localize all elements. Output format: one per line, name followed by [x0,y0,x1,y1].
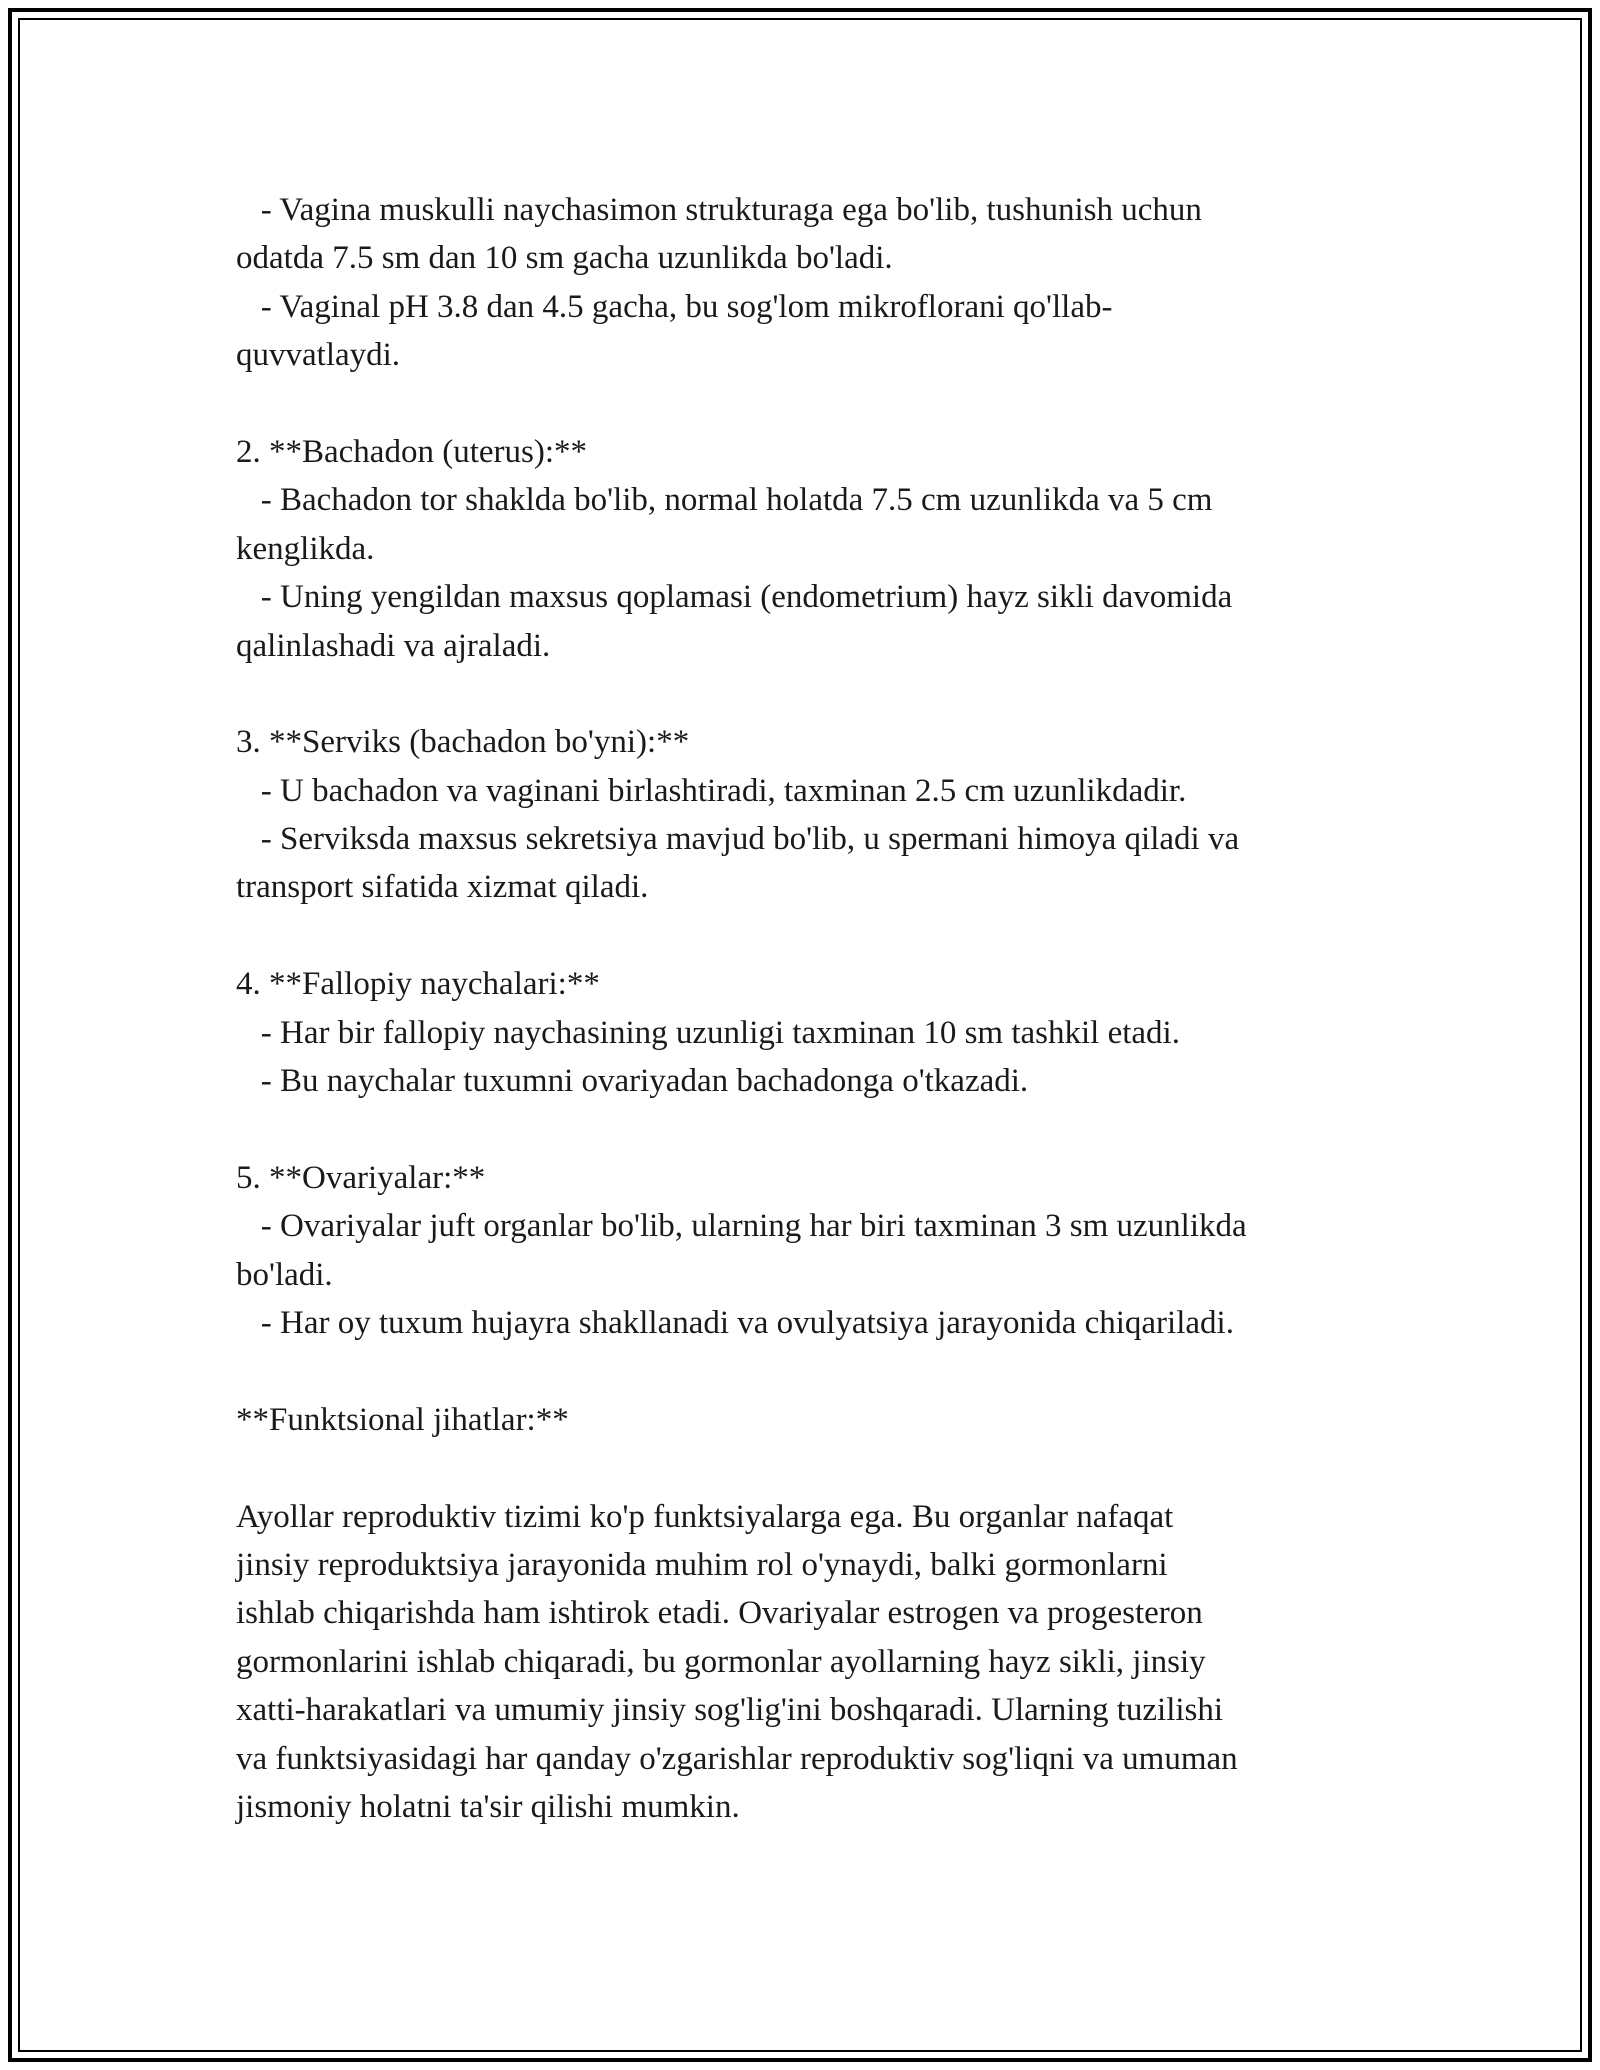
text-line: - Uning yengildan maxsus qoplamasi (endometrium) hayz sikli davomida [236,579,1233,616]
text-line: - Bu naychalar tuxumni ovariyadan bachadonga o'tkazadi. [236,1063,1029,1100]
paragraph-line: gormonlarini ishlab chiqaradi, bu gormonlar ayollarning hayz sikli, jinsiy [236,1643,1206,1680]
blank-line [236,912,1376,960]
text-line: - Har oy tuxum hujayra shakllanadi va ovulyatsiya jarayonida chiqariladi. [236,1304,1234,1341]
text-line: quvvatlaydi. [236,337,401,374]
text-line: - Vagina muskulli naychasimon strukturaga ega bo'lib, tushunish uchun [236,192,1202,228]
text-line: - Bachadon tor shaklda bo'lib, normal holatda 7.5 cm uzunlikda va 5 cm [236,482,1213,519]
paragraph-line: va funktsiyasidagi har qanday o'zgarishlar reproduktiv sog'liqni va umuman [236,1740,1238,1777]
section-heading-funktsional: **Funktsional jihatlar:** [236,1401,569,1438]
text-line: bo'ladi. [236,1256,333,1293]
text-line: - U bachadon va vaginani birlashtiradi, taxminan 2.5 cm uzunlikdadir. [236,772,1187,809]
text-line: - Har bir fallopiy naychasining uzunligi taxminan 10 sm tashkil etadi. [236,1014,1180,1051]
section-heading-serviks: 3. **Serviks (bachadon bo'yni):** [236,724,690,761]
section-heading-fallopiy: 4. **Fallopiy naychalari:** [236,966,600,1003]
paragraph-line: Ayollar reproduktiv tizimi ko'p funktsiyalarga ega. Bu organlar nafaqat [236,1498,1174,1535]
blank-line [236,1105,1376,1153]
paragraph-line: xatti-harakatlari va umumiy jinsiy sog'lig'ini boshqaradi. Ularning tuzilishi [236,1692,1224,1729]
section-heading-bachadon: 2. **Bachadon (uterus):** [236,433,587,470]
text-line: kenglikda. [236,530,375,567]
paragraph-line: ishlab chiqarishda ham ishtirok etadi. Ovariyalar estrogen va progesteron [236,1595,1203,1632]
blank-line [236,1347,1376,1395]
document-body [236,186,1376,1831]
section-heading-ovariyalar: 5. **Ovariyalar:** [236,1159,486,1196]
text-line: odatda 7.5 sm dan 10 sm gacha uzunlikda bo'ladi. [236,240,893,277]
paragraph-line: jismoniy holatni ta'sir qilishi mumkin. [236,1788,740,1825]
blank-line [236,1444,1376,1492]
text-line: qalinlashadi va ajraladi. [236,627,551,664]
text-line: - Ovariyalar juft organlar bo'lib, ularning har biri taxminan 3 sm uzunlikda [236,1208,1247,1245]
text-line: - Serviksda maxsus sekretsiya mavjud bo'lib, u spermani himoya qiladi va [236,821,1240,858]
paragraph-line: jinsiy reproduktsiya jarayonida muhim rol o'ynaydi, balki gormonlarni [236,1546,1168,1583]
text-line: transport sifatida xizmat qiladi. [236,869,649,906]
text-line: - Vaginal pH 3.8 dan 4.5 gacha, bu sog'lom mikroflorani qo'llab- [236,288,1113,325]
blank-line [236,670,1376,718]
blank-line [236,380,1376,428]
